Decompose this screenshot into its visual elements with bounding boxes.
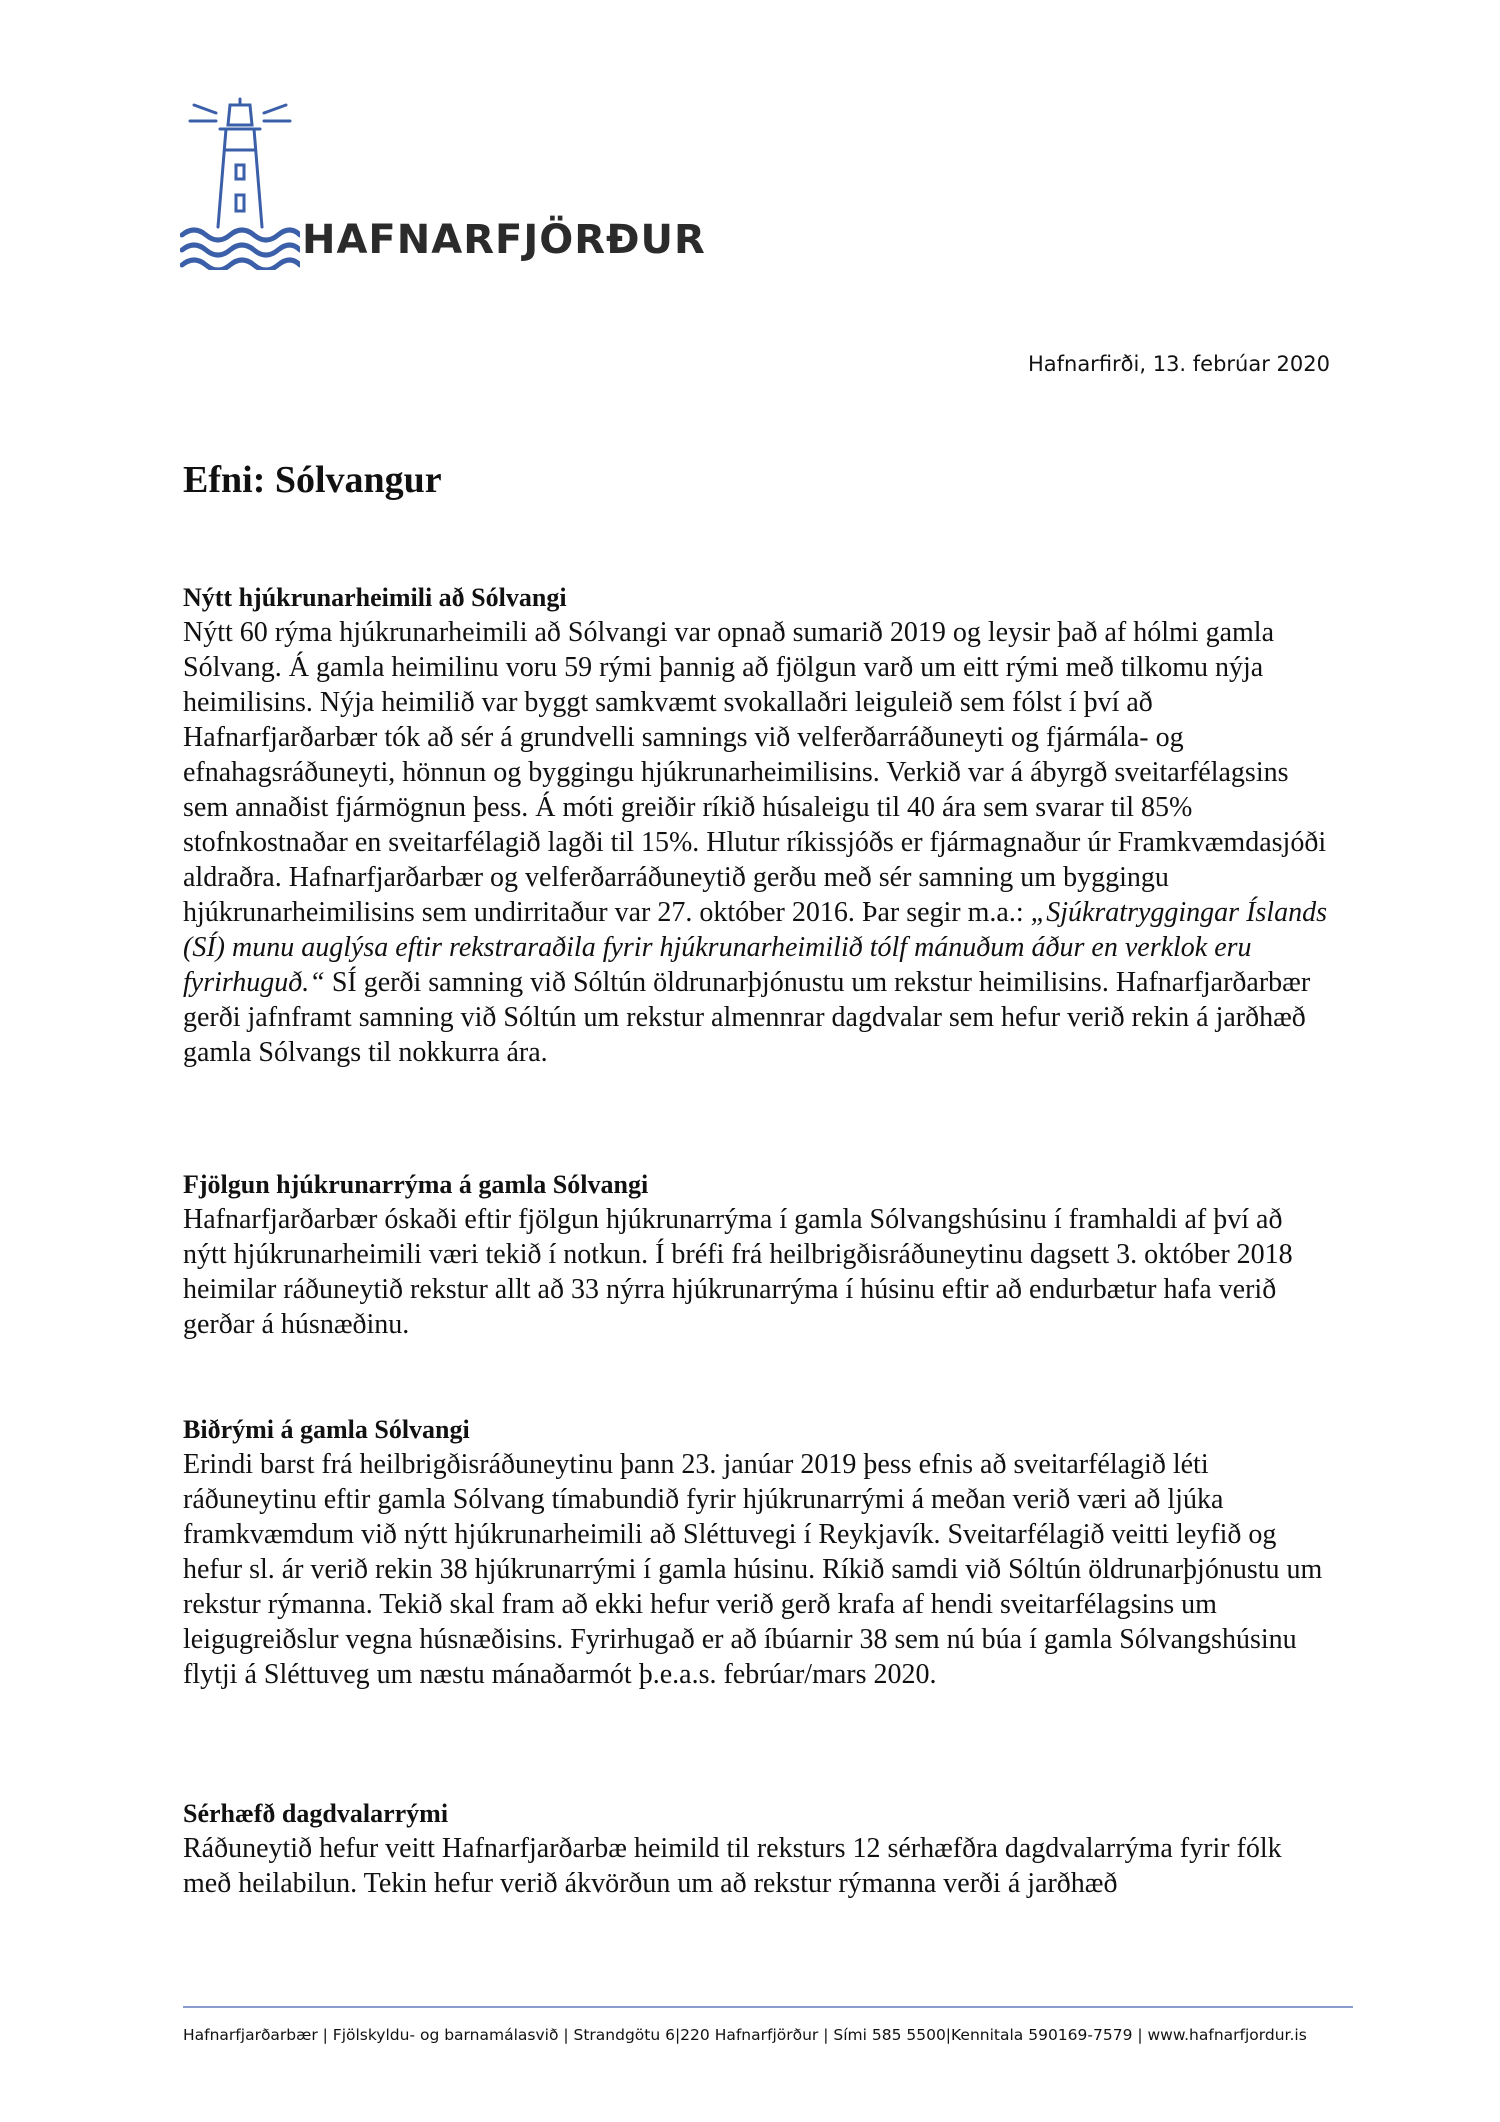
letter-subject: Efni: Sólvangur	[183, 459, 442, 501]
section-heading: Sérhæfð dagdvalarrými	[183, 1799, 449, 1828]
logo	[180, 95, 706, 275]
footer-divider	[183, 2006, 1353, 2008]
section-body	[183, 615, 1333, 1070]
section-new-nursing-home	[183, 580, 1333, 1070]
page-footer: Hafnarfjarðarbær | Fjölskyldu- og barnamálasvið | Strandgötu 6|220 Hafnarfjörður | Sími 585 5500|Kennitala 590169-7579 | www.hafnarfjordur.is	[183, 2026, 1307, 2044]
body-text-continued: SÍ gerði samning við Sóltún öldrunarþjónustu um rekstur heimilisins. Hafnarfjarðarbær gerði jafnframt samning við Sóltún um rekstur almennrar dagdvalar sem hefur verið rekin á jarðhæð gamla Sólvangs til nokkurra ára.	[183, 967, 1311, 1068]
quote-text: „Sjúkratryggingar Íslands (SÍ) munu auglýsa eftir rekstraraðila fyrir hjúkrunarheimilið tólf mánuðum áður en verklok eru fyrirhuguð.“	[183, 897, 1327, 998]
section-body: Ráðuneytið hefur veitt Hafnarfjarðarbæ heimild til reksturs 12 sérhæfðra dagdvalarrýma fyrir fólk með heilabilun. Tekin hefur verið ákvörðun um að rekstur rýmanna verði á jarðhæð	[183, 1833, 1282, 1899]
section-day-care-rooms	[183, 1796, 1333, 1901]
section-body: Hafnarfjarðarbær óskaði eftir fjölgun hjúkrunarrýma í gamla Sólvangshúsinu í framhaldi af því að nýtt hjúkrunarheimili væri tekið í notkun. Í bréfi frá heilbrigðisráðuneytinu dagsett 3. október 2018 heimilar ráðuneytið rekstur allt að 33 nýrra hjúkrunarrýma í húsinu eftir að endurbætur hafa verið gerðar á húsnæðinu.	[183, 1204, 1293, 1340]
section-heading: Fjölgun hjúkrunarrýma á gamla Sólvangi	[183, 1170, 649, 1199]
section-heading: Biðrými á gamla Sólvangi	[183, 1415, 470, 1444]
letter-date: Hafnarfirði, 13. febrúar 2020	[1027, 352, 1330, 376]
section-waiting-rooms	[183, 1412, 1333, 1692]
body-text: Nýtt 60 rýma hjúkrunarheimili að Sólvangi var opnað sumarið 2019 og leysir það af hólmi gamla Sólvang. Á gamla heimilinu voru 59 rými þannig að fjölgun varð um eitt rými með tilkomu nýja heimilisins. Nýja heimilið var byggt samkvæmt svokallaðri leiguleið sem fólst í því að Hafnarfjarðarbær tók að sér á grundvelli samnings við velferðarráðuneyti og fjármála- og efnahagsráðuneyti, hönnun og byggingu hjúkrunarheimilisins. Verkið var á ábyrgð sveitarfélagsins sem annaðist fjármögnun þess. Á móti greiðir ríkið húsaleigu til 40 ára sem svarar til 85% stofnkostnaðar en sveitarfélagið lagði til 15%. Hlutur ríkissjóðs er fjármagnaður úr Framkvæmdasjóði aldraðra. Hafnarfjarðarbær og velferðarráðuneytið gerðu með sér samning um byggingu hjúkrunarheimilisins sem undirritaður var 27. október 2016. Þar segir m.a.:	[183, 617, 1327, 928]
lighthouse-icon	[180, 95, 300, 270]
section-heading: Nýtt hjúkrunarheimili að Sólvangi	[183, 583, 567, 612]
section-more-nursing-rooms	[183, 1167, 1333, 1342]
section-body: Erindi barst frá heilbrigðisráðuneytinu þann 23. janúar 2019 þess efnis að sveitarfélagið léti ráðuneytinu eftir gamla Sólvang tímabundið fyrir hjúkrunarrými á meðan verið væri að ljúka framkvæmdum við nýtt hjúkrunarheimili að Sléttuvegi í Reykjavík. Sveitarfélagið veitti leyfið og hefur sl. ár verið rekin 38 hjúkrunarrými í gamla húsinu. Ríkið samdi við Sóltún öldrunarþjónustu um rekstur rýmanna. Tekið skal fram að ekki hefur verið gerð krafa af hendi sveitarfélagsins um leigugreiðslur vegna húsnæðisins. Fyrirhugað er að íbúarnir 38 sem nú búa í gamla Sólvangshúsinu flytji á Sléttuveg um næstu mánaðarmót þ.e.a.s. febrúar/mars 2020.	[183, 1449, 1323, 1690]
logo-name: HAFNARFJÖRÐUR	[302, 217, 706, 263]
